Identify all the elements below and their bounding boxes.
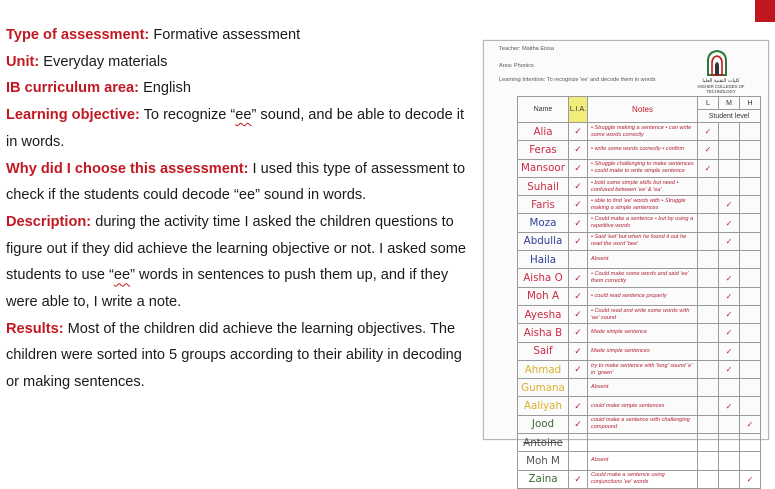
- table-row: [518, 177, 761, 195]
- header-level-mid: M: [719, 97, 740, 110]
- header-student-level: Student level: [698, 110, 761, 123]
- student-note: Made simple sentence: [588, 324, 698, 342]
- table-row: [518, 452, 761, 470]
- student-name: Aisha B: [518, 324, 569, 342]
- table-row: [518, 379, 761, 397]
- student-name: Antoine: [518, 434, 569, 452]
- table-row: [518, 305, 761, 323]
- logo-english-text: HIGHER COLLEGES OF TECHNOLOGY: [697, 84, 745, 94]
- table-row: [518, 141, 761, 159]
- level-mid-mark: ✓: [719, 342, 740, 360]
- type-label: Type of assessment:: [6, 27, 150, 43]
- student-name: Moza: [518, 214, 569, 232]
- header-level-high: H: [740, 97, 761, 110]
- unit-value: Everyday materials: [43, 53, 168, 70]
- student-name: Gumana: [518, 379, 569, 397]
- table-header-row: [518, 97, 761, 110]
- corner-accent-bar: [755, 0, 775, 22]
- student-note: Absent: [588, 452, 698, 470]
- student-note: • Struggle challenging to make sentences • could make to write simple sentence: [588, 159, 698, 177]
- student-name: Alia: [518, 123, 569, 141]
- lia-tick: ✓: [569, 214, 588, 232]
- lia-tick: ✓: [569, 269, 588, 287]
- header-lia: L.I.A.: [569, 97, 588, 123]
- assessment-text: [6, 22, 476, 396]
- level-high-mark: ✓: [740, 415, 761, 433]
- type-line: [6, 22, 476, 49]
- unit-label: Unit:: [6, 53, 40, 70]
- description-pre: during the activity time I asked the children questions to figure out if they did achieve the learning objective or not. I asked some students to use “: [6, 213, 466, 284]
- table-row: [518, 159, 761, 177]
- level-high-mark: ✓: [740, 470, 761, 488]
- student-note: Absent: [588, 379, 698, 397]
- level-mid-mark: ✓: [719, 397, 740, 415]
- table-row: [518, 415, 761, 433]
- lia-tick: ✓: [569, 196, 588, 214]
- description-label: Description:: [6, 213, 92, 230]
- table-row: [518, 251, 761, 269]
- table-row: [518, 434, 761, 452]
- objective-ee: ee: [235, 107, 252, 124]
- sheet-area: Area: Phonics: [499, 63, 534, 69]
- sheet-teacher: Teacher: Maitha Eissa: [499, 46, 555, 52]
- sheet-intention: Learning Intention: To recognize 'ee' and decode them in words: [499, 77, 656, 83]
- ib-value: English: [143, 80, 191, 97]
- student-name: Zaina: [518, 470, 569, 488]
- table-row: [518, 287, 761, 305]
- level-low-mark: ✓: [698, 159, 719, 177]
- student-note: • write some words correctly • confirm: [588, 141, 698, 159]
- level-mid-mark: ✓: [719, 287, 740, 305]
- table-row: [518, 214, 761, 232]
- student-name: Jood: [518, 415, 569, 433]
- description-post: ” words in sentences to push them up, and if they were able to, I write a note.: [6, 267, 449, 311]
- ib-line: [6, 75, 476, 102]
- student-name: Ahmad: [518, 360, 569, 378]
- student-name: Moh A: [518, 287, 569, 305]
- description-line: [6, 209, 476, 316]
- level-mid-mark: ✓: [719, 232, 740, 250]
- lia-tick: ✓: [569, 415, 588, 433]
- table-row: [518, 397, 761, 415]
- student-note: Could make a sentence using conjunctions 'ee' words: [588, 470, 698, 488]
- student-note: • Said 'eet' but when he found it out he read the word 'bee': [588, 232, 698, 250]
- student-note: • able to find 'ee' words with • Struggle making a simple sentences: [588, 196, 698, 214]
- lia-tick: ✓: [569, 177, 588, 195]
- table-row: [518, 232, 761, 250]
- objective-pre: To recognize “: [143, 107, 236, 124]
- lia-tick: ✓: [569, 159, 588, 177]
- header-notes: Notes: [588, 97, 698, 123]
- why-value: I used this type of assessment to check if the students could decode “ee” sound in words.: [6, 160, 466, 204]
- unit-line: [6, 49, 476, 76]
- student-name: Faris: [518, 196, 569, 214]
- student-name: Abdulla: [518, 232, 569, 250]
- student-note: Absent: [588, 251, 698, 269]
- table-row: [518, 269, 761, 287]
- lia-tick: ✓: [569, 324, 588, 342]
- table-row: [518, 123, 761, 141]
- student-note: • Could read and write some words with 'ee' sound: [588, 305, 698, 323]
- student-note: • Could make some words and said 'ee' them correctly: [588, 269, 698, 287]
- lia-tick: ✓: [569, 360, 588, 378]
- table-row: [518, 196, 761, 214]
- lia-tick: ✓: [569, 232, 588, 250]
- student-name: Suhail: [518, 177, 569, 195]
- results-label: Results:: [6, 320, 64, 337]
- level-mid-mark: ✓: [719, 196, 740, 214]
- student-name: Aaliyah: [518, 397, 569, 415]
- lia-tick: ✓: [569, 123, 588, 141]
- table-row: [518, 360, 761, 378]
- table-row: [518, 470, 761, 488]
- level-low-mark: ✓: [698, 123, 719, 141]
- student-name: Aisha O: [518, 269, 569, 287]
- description-ee: ee: [113, 267, 131, 284]
- lia-tick: ✓: [569, 287, 588, 305]
- why-label: Why did I choose this assessment:: [6, 160, 249, 177]
- student-note: Made simple sentences: [588, 342, 698, 360]
- results-line: [6, 316, 476, 396]
- student-table: [517, 96, 761, 489]
- objective-label: Learning objective:: [6, 107, 140, 124]
- student-note: try to make sentence with 'long' sound 'e' in 'green': [588, 360, 698, 378]
- results-value: Most of the children did achieve the learning objectives. The children were sorted into 5 groups according to their ability in decoding or making sentences.: [6, 320, 462, 391]
- header-level-low: L: [698, 97, 719, 110]
- student-name: Saif: [518, 342, 569, 360]
- assessment-sheet-photo: [483, 40, 769, 486]
- type-value: Formative assessment: [153, 27, 301, 43]
- objective-post: ” sound, and be able to decode it in words.: [6, 107, 465, 150]
- table-row: [518, 342, 761, 360]
- college-logo-icon: [702, 48, 732, 78]
- lia-tick: ✓: [569, 342, 588, 360]
- student-name: Moh M: [518, 452, 569, 470]
- student-note: could make a sentence with challenging compound: [588, 415, 698, 433]
- level-mid-mark: ✓: [719, 324, 740, 342]
- why-line: [6, 156, 476, 209]
- level-mid-mark: ✓: [719, 305, 740, 323]
- student-name: Ayesha: [518, 305, 569, 323]
- student-note: could make simple sentences: [588, 397, 698, 415]
- lia-tick: ✓: [569, 470, 588, 488]
- level-mid-mark: ✓: [719, 269, 740, 287]
- level-mid-mark: ✓: [719, 214, 740, 232]
- level-mid-mark: ✓: [719, 360, 740, 378]
- student-name: Haila: [518, 251, 569, 269]
- logo-arabic-text: كليات التقنية العليا: [702, 78, 740, 84]
- student-note: • Struggle making a sentence • can write some words correctly: [588, 123, 698, 141]
- student-name: Feras: [518, 141, 569, 159]
- lia-tick: ✓: [569, 305, 588, 323]
- header-name: Name: [518, 97, 569, 123]
- ib-label: IB curriculum area:: [6, 80, 140, 97]
- lia-tick: ✓: [569, 397, 588, 415]
- lia-tick: ✓: [569, 141, 588, 159]
- student-note: • could read sentence properly: [588, 287, 698, 305]
- student-note: [588, 434, 698, 452]
- student-note: • Could make a sentence • but by using a repetitive words: [588, 214, 698, 232]
- table-row: [518, 324, 761, 342]
- student-note: • bold some simple skills but need • confused between 'ee' & 'ea': [588, 177, 698, 195]
- objective-line: [6, 102, 476, 155]
- student-name: Mansoor: [518, 159, 569, 177]
- level-low-mark: ✓: [698, 141, 719, 159]
